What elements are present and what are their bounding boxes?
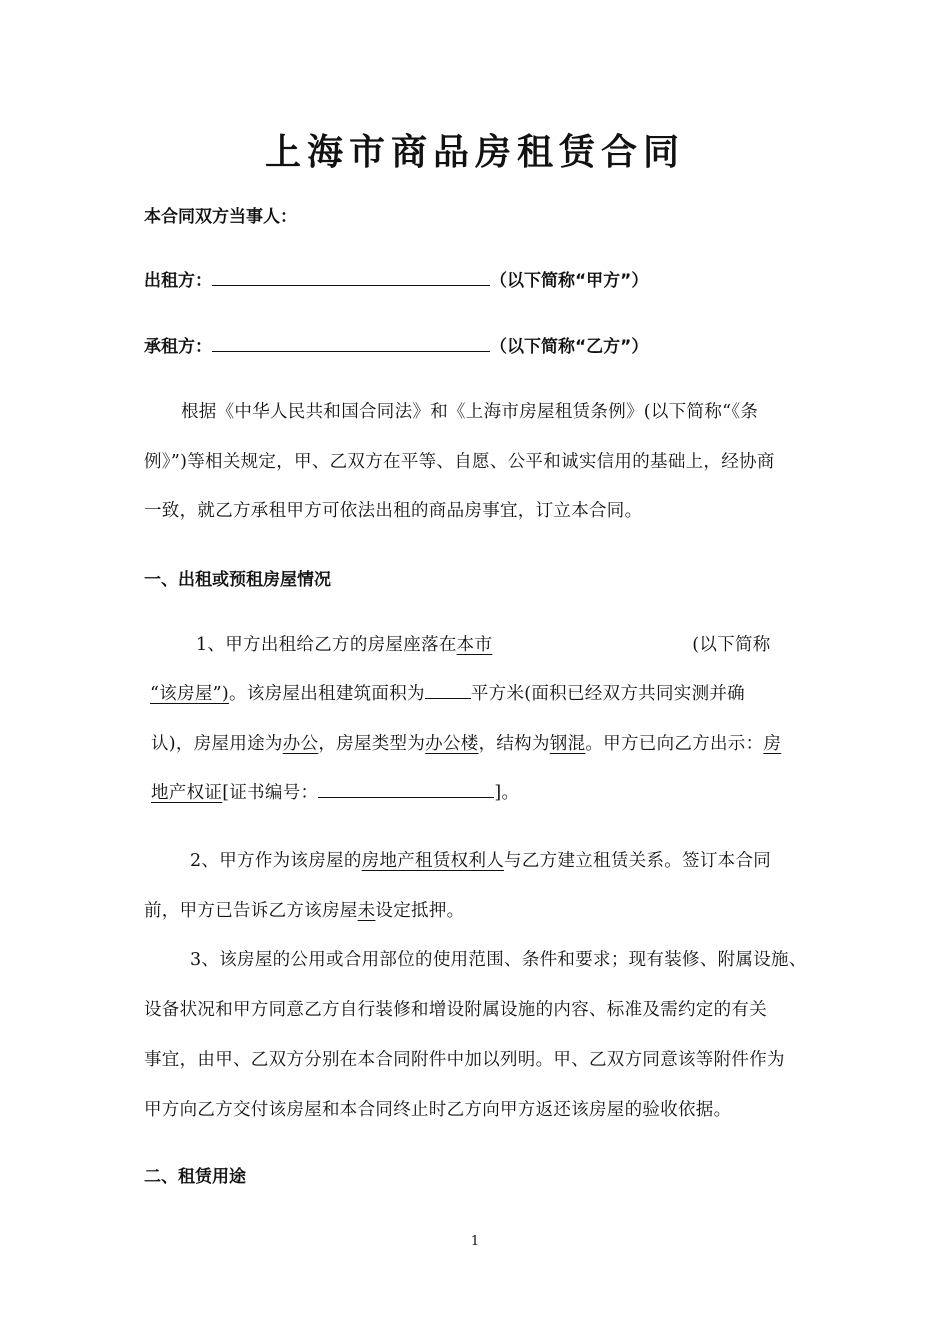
clause-3-line-3: 事宜，由甲、乙双方分别在本合同附件中加以列明。甲、乙双方同意该等附件作为 <box>144 1050 785 1070</box>
clause-1-line-4 <box>151 779 519 804</box>
certificate-type-value: 地产权证 <box>151 783 223 803</box>
lessee-line <box>144 332 648 357</box>
clause-1-text: (以下简称 <box>692 635 771 655</box>
page-number: 1 <box>470 1234 480 1249</box>
lessee-suffix: （以下简称“乙方”） <box>490 337 649 357</box>
parties-intro: 本合同双方当事人： <box>144 207 297 227</box>
preamble-line-1: 根据《中华人民共和国合同法》和《上海市房屋租赁条例》(以下简称“《条 <box>181 402 759 422</box>
clause-3-line-2: 设备状况和甲方同意乙方自行装修和增设附属设施的内容、标准及需约定的有关 <box>144 1000 767 1020</box>
clause-1-text: 认)，房屋用途为 <box>151 734 283 754</box>
clause-1-text: [证书编号： <box>222 783 319 803</box>
clause-1-line-2 <box>150 680 745 705</box>
clause-2-text: 设定抵押。 <box>375 901 465 921</box>
certificate-number-field[interactable] <box>318 779 494 798</box>
clause-1-text: ]。 <box>494 783 520 803</box>
premises-alias: “该房屋”) <box>150 684 230 704</box>
structure-value: 钢混 <box>549 734 586 754</box>
clause-2-line-1 <box>190 847 771 872</box>
clause-1-line-3 <box>151 730 781 755</box>
lessor-line <box>144 266 648 291</box>
clause-1-text: 平方米(面积已经双方共同实测并确 <box>470 684 745 704</box>
location-field[interactable] <box>457 635 693 655</box>
lessor-capacity-value: 房地产租赁权利人 <box>361 851 505 871</box>
clause-1-text: 1、甲方出租给乙方的房屋座落在 <box>196 635 457 655</box>
clause-1-text: ，房屋类型为 <box>318 734 426 754</box>
clause-1-text: ，结构为 <box>478 734 550 754</box>
clause-3-line-1: 3、该房屋的公用或合用部位的使用范围、条件和要求；现有装修、附属设施、 <box>190 950 807 970</box>
certificate-type-value: 房 <box>763 734 782 754</box>
preamble-line-3: 一致，就乙方承租甲方可依法出租的商品房事宜，订立本合同。 <box>144 501 643 521</box>
clause-1-text: 。该房屋出租建筑面积为 <box>229 684 425 704</box>
area-field[interactable] <box>425 680 471 699</box>
clause-2-text: 与乙方建立租赁关系。签订本合同 <box>504 851 772 871</box>
clause-2-line-2 <box>144 897 464 922</box>
location-prefix: 本市 <box>456 635 493 655</box>
usage-value: 办公 <box>282 734 319 754</box>
clause-3-line-4: 甲方向乙方交付该房屋和本合同终止时乙方向甲方返还该房屋的验收依据。 <box>144 1100 732 1120</box>
lessor-name-field[interactable] <box>212 267 490 286</box>
mortgage-status-value: 未 <box>357 901 376 921</box>
lessor-label: 出租方： <box>144 271 212 291</box>
clause-2-text: 2、甲方作为该房屋的 <box>190 851 362 871</box>
lessee-label: 承租方： <box>144 337 212 357</box>
clause-1-line-1 <box>196 631 771 656</box>
clause-1-text: 。甲方已向乙方出示： <box>585 734 764 754</box>
lessor-suffix: （以下简称“甲方”） <box>490 271 649 291</box>
preamble-line-2: 例》”)等相关规定，甲、乙双方在平等、自愿、公平和诚实信用的基础上，经协商 <box>144 452 775 472</box>
building-type-value: 办公楼 <box>425 734 479 754</box>
lessee-name-field[interactable] <box>212 333 490 352</box>
section-2-heading: 二、租赁用途 <box>144 1167 246 1187</box>
document-title: 上海市商品房租赁合同 <box>264 132 685 173</box>
clause-2-text: 前，甲方已告诉乙方该房屋 <box>144 901 358 921</box>
section-1-heading: 一、出租或预租房屋情况 <box>144 570 331 590</box>
